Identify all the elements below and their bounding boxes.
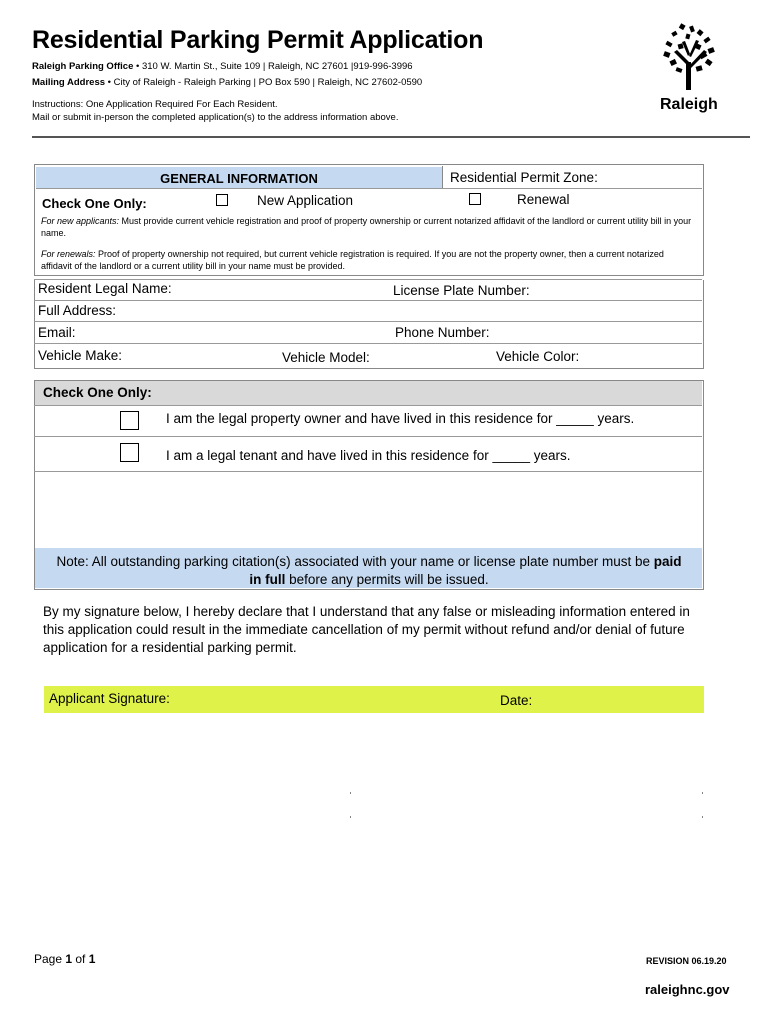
mark — [702, 792, 703, 794]
citation-note — [40, 553, 698, 589]
renewal-note-lead: For renewals: — [41, 249, 96, 259]
divider — [34, 321, 702, 322]
office-label: Raleigh Parking Office — [32, 61, 134, 72]
divider — [34, 471, 702, 472]
declaration-text: By my signature below, I hereby declare that I understand that any false or misleading information entered in this application could result in the immediate cancellation of my permit without refund and/or denial of future application for a residential parking permit. — [43, 604, 690, 655]
check-one-label: Check One Only: — [42, 196, 147, 211]
logo-text: Raleigh — [660, 96, 718, 113]
citation-note-bold1: paid — [653, 554, 682, 569]
divider — [34, 279, 702, 280]
office-address-line — [32, 61, 413, 72]
citation-note-part1: Note: All outstanding parking citation(s) associated with your name or license plate number must be — [56, 554, 654, 569]
document-title: Residential Parking Permit Application — [32, 26, 484, 54]
divider — [34, 405, 702, 406]
general-info-heading: GENERAL INFORMATION — [160, 171, 318, 186]
residence-check-one-label: Check One Only: — [43, 385, 152, 400]
date-label[interactable]: Date: — [500, 693, 533, 708]
phone-label[interactable]: Phone Number: — [395, 325, 490, 340]
page-total: 1 — [88, 952, 96, 966]
citation-note-bold2: in full — [249, 572, 286, 587]
new-application-checkbox[interactable] — [216, 194, 228, 206]
instructions-line-2: Mail or submit in-person the completed application(s) to the address information above. — [32, 112, 399, 123]
new-application-label: New Application — [257, 193, 354, 208]
new-applicant-note — [41, 215, 697, 239]
divider — [34, 343, 702, 344]
owner-statement: I am the legal property owner and have lived in this residence for _____ years. — [166, 411, 635, 426]
citation-note-part2: before any permits will be issued. — [285, 572, 489, 587]
legal-name-label[interactable]: Resident Legal Name: — [38, 281, 172, 296]
new-applicant-note-lead: For new applicants: — [41, 216, 120, 226]
permit-zone-label: Residential Permit Zone: — [450, 170, 598, 185]
mailing-address: • City of Raleigh - Raleigh Parking | PO Box 590 | Raleigh, NC 27602-0590 — [105, 77, 423, 88]
header-divider — [32, 136, 750, 138]
new-applicant-note-body: Must provide current vehicle registration and proof of property ownership or current notarized affidavit of the landlord or current utility bill in your name. — [41, 216, 692, 238]
vehicle-color-label[interactable]: Vehicle Color: — [496, 349, 580, 364]
page-prefix: Page — [34, 952, 66, 966]
tenant-statement: I am a legal tenant and have lived in this residence for _____ years. — [166, 448, 571, 463]
website-link[interactable]: raleighnc.gov — [645, 982, 730, 997]
plate-label[interactable]: License Plate Number: — [393, 283, 530, 298]
renewal-checkbox[interactable] — [469, 193, 481, 205]
vehicle-make-label[interactable]: Vehicle Make: — [38, 348, 123, 363]
tenant-checkbox[interactable] — [120, 443, 139, 462]
owner-checkbox[interactable] — [120, 411, 139, 430]
vehicle-model-label[interactable]: Vehicle Model: — [282, 350, 370, 365]
page-of: of — [72, 952, 89, 966]
signature-label[interactable]: Applicant Signature: — [49, 691, 170, 706]
revision-label: REVISION 06.19.20 — [646, 956, 727, 966]
divider — [34, 436, 702, 437]
page-number: 1 — [65, 952, 73, 966]
renewal-label: Renewal — [517, 192, 570, 207]
instructions-line-1: Instructions: One Application Required For Each Resident. — [32, 99, 278, 110]
renewal-note-body: Proof of property ownership not required, but current vehicle registration is required. If you are not the property owner, then a current notarized affidavit of the landlord or a current utility bill in your name must be provided. — [41, 249, 664, 271]
office-address: • 310 W. Martin St., Suite 109 | Raleigh, NC 27601 |919-996-3996 — [133, 61, 413, 72]
raleigh-tree-logo-icon — [660, 22, 720, 92]
email-label[interactable]: Email: — [38, 325, 76, 340]
mark — [702, 816, 703, 818]
divider — [36, 188, 702, 189]
mailing-label: Mailing Address — [32, 77, 106, 88]
mailing-address-line — [32, 77, 422, 88]
mark — [350, 816, 351, 818]
full-address-label[interactable]: Full Address: — [38, 303, 117, 318]
mark — [350, 792, 351, 794]
page-indicator — [34, 952, 95, 966]
general-info-header — [36, 167, 442, 188]
renewal-note — [41, 248, 697, 272]
divider — [34, 300, 702, 301]
